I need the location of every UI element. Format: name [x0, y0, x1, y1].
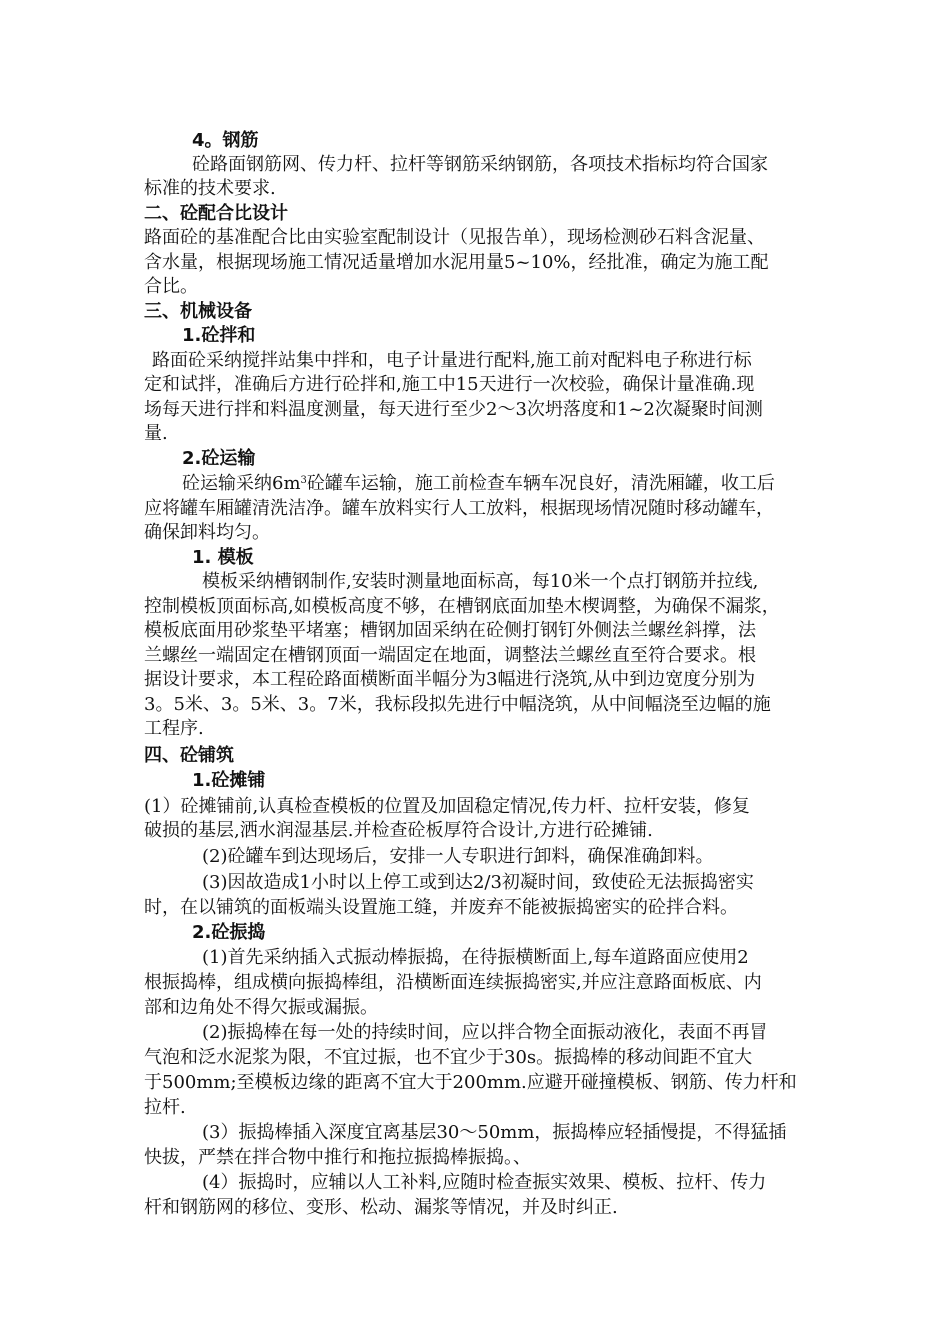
paragraph-line: 路面砼的基准配合比由实验室配制设计（见报告单），现场检测砂石料含泥量、 — [144, 227, 765, 248]
section-heading: 2.砼振捣 — [192, 922, 266, 943]
paragraph-line: 控制模板顶面标高,如模板高度不够，在槽钢底面加垫木楔调整，为确保不漏浆， — [144, 596, 780, 617]
paragraph-line: (3）振捣棒插入深度宜离基层30～50mm，振捣棒应轻插慢提，不得猛插 — [202, 1122, 787, 1143]
chapter-heading: 三、机械设备 — [144, 301, 252, 322]
paragraph-line: (3)因故造成1小时以上停工或到达2/3初凝时间，致使砼无法振捣密实 — [202, 872, 754, 893]
paragraph-line: 根振捣棒，组成横向振捣棒组，沿横断面连续振捣密实,并应注意路面板底、内 — [144, 972, 762, 993]
text-run: 砼运输采纳6m — [182, 473, 301, 494]
paragraph-line: 定和试拌，准确后方进行砼拌和,施工中15天进行一次校验，确保计量准确.现 — [144, 374, 755, 395]
paragraph-line: (1)首先采纳插入式振动棒振捣，在待振横断面上,每车道路面应使用2 — [202, 947, 749, 968]
section-heading: 1.砼摊铺 — [192, 770, 266, 791]
paragraph-line: (1）砼摊铺前,认真检查模板的位置及加固稳定情况,传力杆、拉杆安装，修复 — [144, 796, 750, 817]
paragraph-line: (4）振捣时，应辅以人工补料,应随时检查振实效果、模板、拉杆、传力 — [202, 1172, 767, 1193]
chapter-heading: 四、砼铺筑 — [144, 745, 234, 766]
superscript: 3 — [300, 475, 307, 486]
paragraph-line: 模板采纳槽钢制作,安装时测量地面标高，每10米一个点打钢筋并拉线, — [202, 571, 759, 592]
paragraph-line: 破损的基层,洒水润湿基层.并检查砼板厚符合设计,方进行砼摊铺. — [144, 820, 653, 841]
paragraph-line: 模板底面用砂浆垫平堵塞；槽钢加固采纳在砼侧打钢钉外侧法兰螺丝斜撑，法 — [144, 620, 756, 641]
paragraph-line: (2)砼罐车到达现场后，安排一人专职进行卸料，确保准确卸料。 — [202, 846, 714, 867]
paragraph-line — [182, 472, 775, 496]
paragraph-line: 工程序. — [144, 718, 204, 739]
paragraph-line: 确保卸料均匀。 — [144, 522, 270, 543]
chapter-heading: 二、砼配合比设计 — [144, 203, 288, 224]
paragraph-line: 量. — [144, 423, 168, 444]
paragraph-line: 拉杆. — [144, 1097, 186, 1118]
text-run: 砼罐车运输，施工前检查车辆车况良好，清洗厢罐，收工后 — [306, 473, 775, 494]
section-heading: 1.砼拌和 — [182, 325, 256, 346]
paragraph-line: 气泡和泛水泥浆为限，不宜过振，也不宜少于30s。振捣棒的移动间距不宜大 — [144, 1047, 753, 1068]
paragraph-line: 3。5米、3。5米、3。7米，我标段拟先进行中幅浇筑，从中间幅浇至边幅的施 — [144, 694, 771, 715]
section-heading: 2.砼运输 — [182, 448, 256, 469]
paragraph-line: 砼路面钢筋网、传力杆、拉杆等钢筋采纳钢筋，各项技术指标均符合国家 — [192, 154, 768, 175]
paragraph-line: 含水量，根据现场施工情况适量增加水泥用量5~10%，经批准，确定为施工配 — [144, 252, 769, 273]
paragraph-line: 于500mm;至模板边缘的距离不宜大于200mm.应避开碰撞模板、钢筋、传力杆和 — [144, 1072, 797, 1093]
paragraph-line: 兰螺丝一端固定在槽钢顶面一端固定在地面，调整法兰螺丝直至符合要求。根 — [144, 645, 756, 666]
paragraph-line: 据设计要求，本工程砼路面横断面半幅分为3幅进行浇筑,从中到边宽度分别为 — [144, 669, 756, 690]
paragraph-line: 合比。 — [144, 276, 198, 297]
paragraph-line: 标准的技术要求. — [144, 178, 276, 199]
paragraph-line: 场每天进行拌和料温度测量，每天进行至少2～3次坍落度和1~2次凝聚时间测 — [144, 399, 763, 420]
paragraph-line: 部和边角处不得欠振或漏振。 — [144, 997, 378, 1018]
paragraph-line: 路面砼采纳搅拌站集中拌和，电子计量进行配料,施工前对配料电子称进行标 — [152, 350, 752, 371]
paragraph-line: 快拔，严禁在拌合物中推行和拖拉振捣棒振捣。、 — [144, 1147, 531, 1168]
paragraph-line: (2)振捣棒在每一处的持续时间，应以拌合物全面振动液化，表面不再冒 — [202, 1022, 768, 1043]
section-heading: 4。钢筋 — [192, 130, 259, 151]
section-heading: 1. 模板 — [192, 547, 254, 568]
paragraph-line: 时，在以铺筑的面板端头设置施工缝，并废弃不能被振捣密实的砼拌合料。 — [144, 897, 738, 918]
paragraph-line: 应将罐车厢罐清洗洁净。罐车放料实行人工放料，根据现场情况随时移动罐车， — [144, 498, 774, 519]
paragraph-line: 杆和钢筋网的移位、变形、松动、漏浆等情况，并及时纠正. — [144, 1197, 618, 1218]
